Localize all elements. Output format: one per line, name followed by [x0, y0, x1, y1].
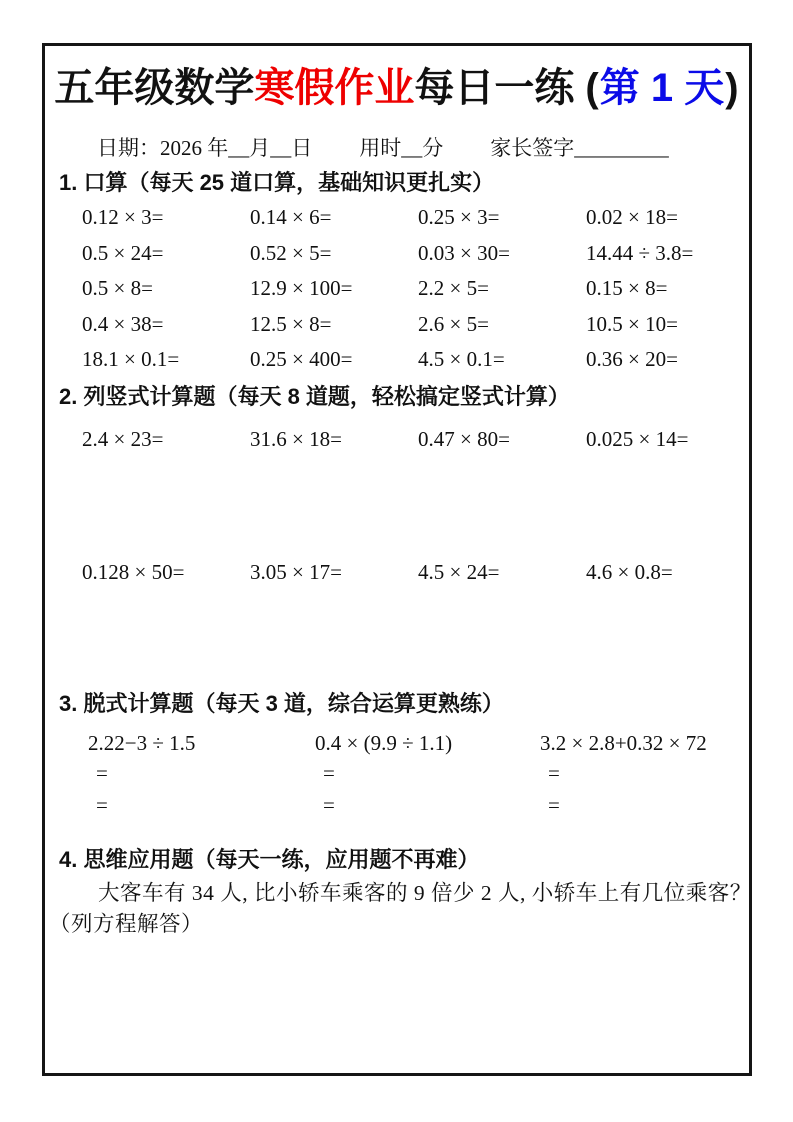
oral-problem: 10.5 × 10= [586, 311, 678, 336]
step-problem: 3.2 × 2.8+0.32 × 72 [540, 730, 707, 755]
step-problem: 2.22−3 ÷ 1.5 [88, 730, 196, 755]
oral-problem: 12.9 × 100= [250, 276, 353, 300]
title-holiday-homework: 寒假作业 [254, 66, 415, 110]
oral-problem: 18.1 × 0.1= [82, 347, 180, 371]
section2-header: 2. 列竖式计算题（每天 8 道题，轻松搞定竖式计算） [59, 383, 570, 409]
word-problem-instruction: （列方程解答） [49, 911, 204, 936]
vertical-problem: 0.128 × 50= [82, 559, 185, 584]
step-problem-block [315, 730, 540, 821]
time-used-field: 用时__分 [359, 136, 444, 160]
word-problem [45, 878, 752, 940]
equals-line: = [96, 792, 108, 817]
oral-problem: 0.25 × 3= [418, 205, 500, 229]
title-paren-open: ( [585, 66, 599, 110]
vertical-calculation-row2 [45, 559, 749, 585]
worksheet-border-frame [42, 43, 752, 1076]
step-calculation-grid [45, 730, 749, 821]
vertical-problem: 4.6 × 0.8= [586, 559, 673, 584]
vertical-calculation-row1 [45, 426, 749, 452]
oral-problem: 0.25 × 400= [250, 347, 353, 371]
section4-header: 4. 思维应用题（每天一练，应用题不再难） [59, 846, 480, 872]
equals-line: = [323, 792, 335, 817]
oral-problem: 0.4 × 38= [82, 311, 164, 336]
oral-problem: 0.03 × 30= [418, 240, 510, 265]
equals-line: = [323, 760, 335, 785]
step-problem-block [88, 730, 315, 821]
vertical-problem: 3.05 × 17= [250, 559, 342, 584]
oral-problem: 0.14 × 6= [250, 205, 332, 229]
equals-line: = [548, 760, 560, 785]
oral-problem: 0.12 × 3= [82, 205, 164, 229]
oral-problem: 0.02 × 18= [586, 205, 678, 229]
oral-problem: 0.15 × 8= [586, 276, 668, 300]
oral-problem: 0.52 × 5= [250, 240, 332, 265]
worksheet-title [45, 62, 749, 114]
step-problem-block [540, 730, 749, 821]
oral-problem: 0.5 × 24= [82, 240, 164, 265]
meta-line [45, 133, 749, 163]
word-problem-text: 大客车有 34 人, 比小轿车乘客的 9 倍少 2 人, 小轿车上有几位乘客？ [98, 880, 752, 905]
vertical-problem: 0.025 × 14= [586, 426, 689, 451]
vertical-problem: 2.4 × 23= [82, 426, 164, 451]
step-problem: 0.4 × (9.9 ÷ 1.1) [315, 730, 453, 755]
parent-signature-field: 家长签字_________ [490, 136, 669, 160]
vertical-problem: 4.5 × 24= [418, 559, 500, 584]
title-daily-practice: 每日一练 [414, 66, 575, 110]
equals-line: = [548, 792, 560, 817]
oral-problem: 14.44 ÷ 3.8= [586, 240, 694, 265]
oral-problem: 0.36 × 20= [586, 347, 678, 371]
oral-problem: 4.5 × 0.1= [418, 347, 505, 371]
vertical-problem: 0.47 × 80= [418, 426, 510, 451]
oral-calculation-grid [45, 200, 749, 378]
vertical-problem: 31.6 × 18= [250, 426, 342, 451]
oral-problem: 12.5 × 8= [250, 311, 332, 336]
oral-problem: 0.5 × 8= [82, 276, 153, 300]
section3-header: 3. 脱式计算题（每天 3 道，综合运算更熟练） [59, 690, 504, 716]
section1-header: 1. 口算（每天 25 道口算，基础知识更扎实） [59, 170, 495, 195]
equals-line: = [96, 760, 108, 785]
title-grade-subject: 五年级数学 [54, 66, 255, 110]
date-field: 日期：2026 年__月__日 [97, 136, 313, 160]
title-paren-close: ) [725, 66, 739, 110]
title-day-number: 第 1 天 [599, 66, 725, 110]
oral-problem: 2.2 × 5= [418, 276, 489, 300]
oral-problem: 2.6 × 5= [418, 311, 489, 336]
